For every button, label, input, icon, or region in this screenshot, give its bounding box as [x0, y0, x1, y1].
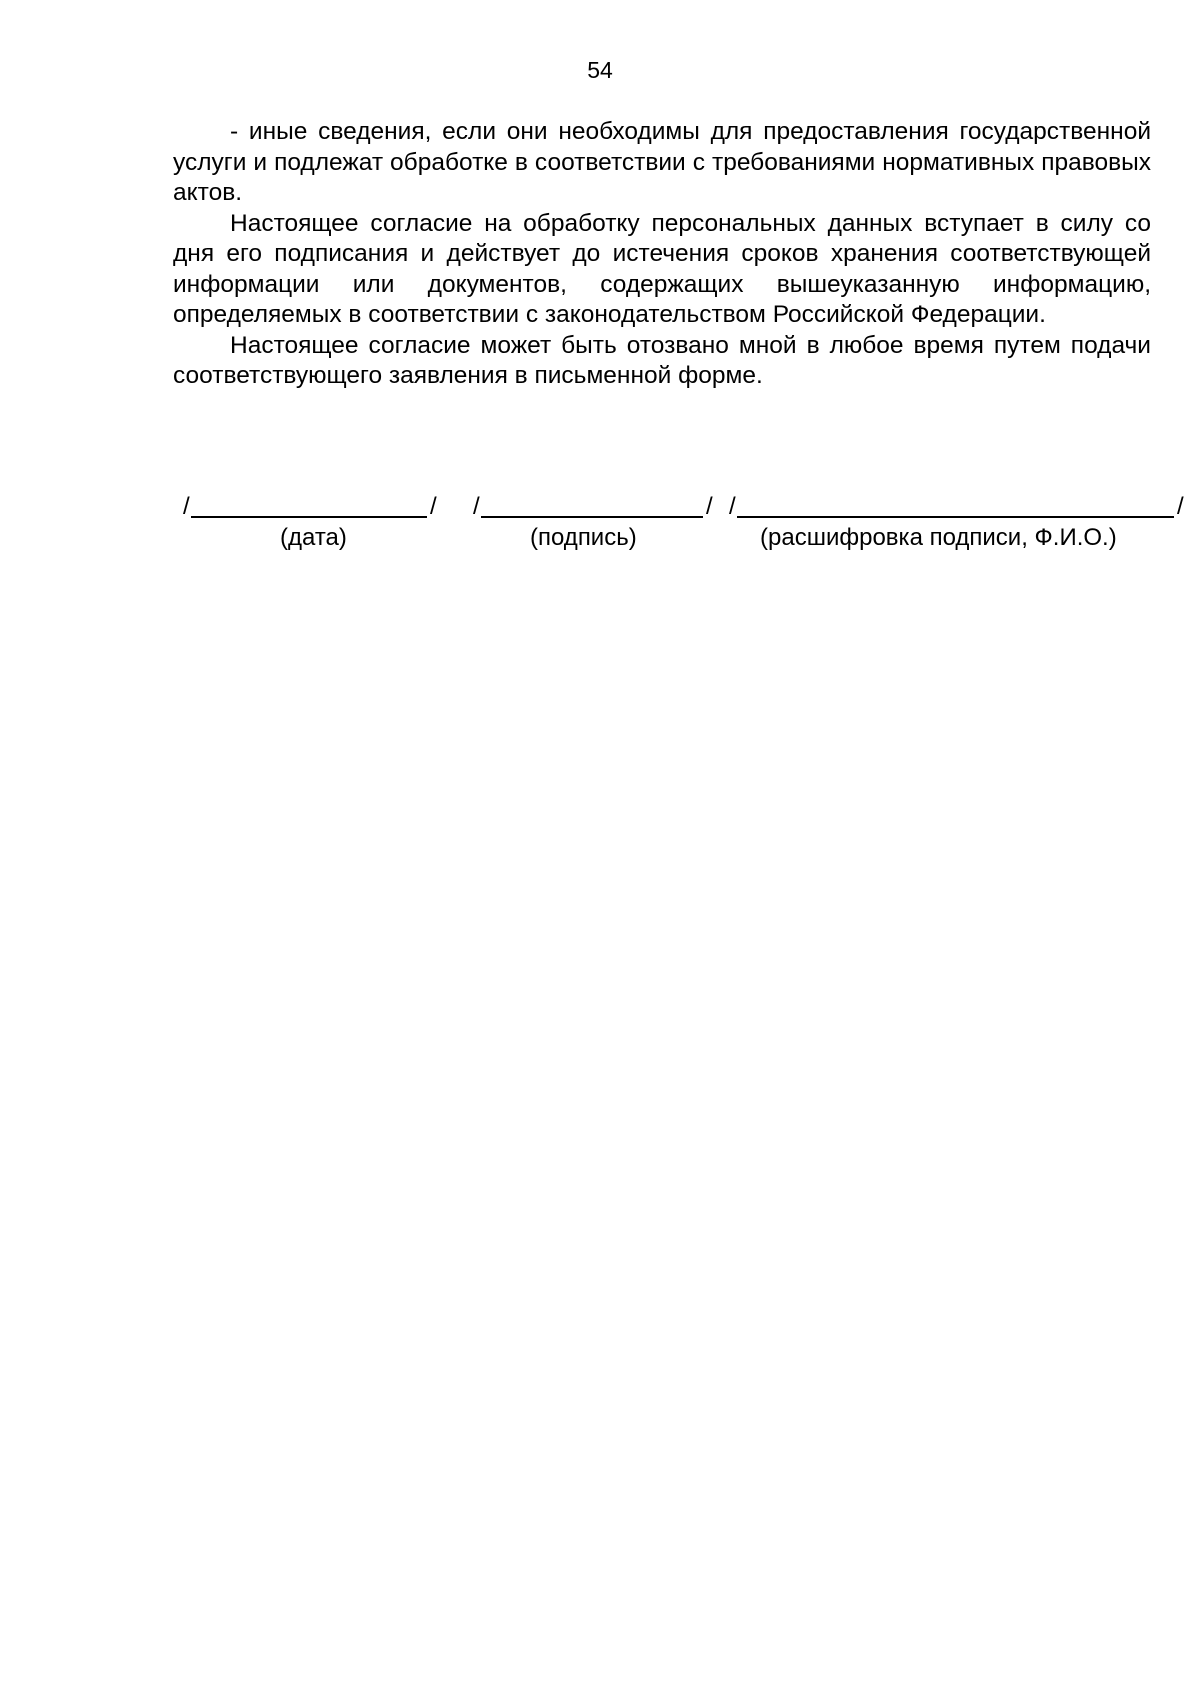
- paragraph-other-info: - иные сведения, если они необходимы для предоставления государственной услуги и подлежат обработке в соответствии с требованиями нормативных правовых актов.: [173, 118, 1151, 206]
- signature-field: [473, 492, 714, 522]
- date-field: [183, 492, 438, 522]
- name-blank-line: [737, 492, 1174, 518]
- slash-mark: /: [473, 493, 480, 520]
- signature-lines: [183, 492, 1184, 524]
- page-number: 54: [587, 57, 613, 83]
- signature-blank-line: [481, 492, 703, 518]
- paragraph-consent-revocation: Настоящее согласие может быть отозвано мной в любое время путем подачи соответствующего заявления в письменной форме.: [173, 331, 1151, 389]
- slash-mark: /: [430, 493, 437, 520]
- slash-mark: /: [706, 493, 713, 520]
- paragraph-consent-validity: Настоящее согласие на обработку персональных данных вступает в силу со дня его подписания и действует до истечения сроков хранения соответствующей информации или документов, содержащих вышеуказанную информацию, определяемых в соответствии с законодательством Российской Федерации.: [173, 209, 1151, 328]
- slash-mark: /: [729, 493, 736, 520]
- date-blank-line: [191, 492, 427, 518]
- name-label: (расшифровка подписи, Ф.И.О.): [760, 524, 1117, 551]
- slash-mark: /: [183, 493, 190, 520]
- name-field: [729, 492, 1185, 522]
- date-label: (дата): [280, 524, 347, 551]
- consent-text: [173, 117, 1151, 392]
- signature-labels: [0, 523, 1200, 555]
- signature-label: (подпись): [530, 524, 637, 551]
- slash-mark: /: [1177, 493, 1184, 520]
